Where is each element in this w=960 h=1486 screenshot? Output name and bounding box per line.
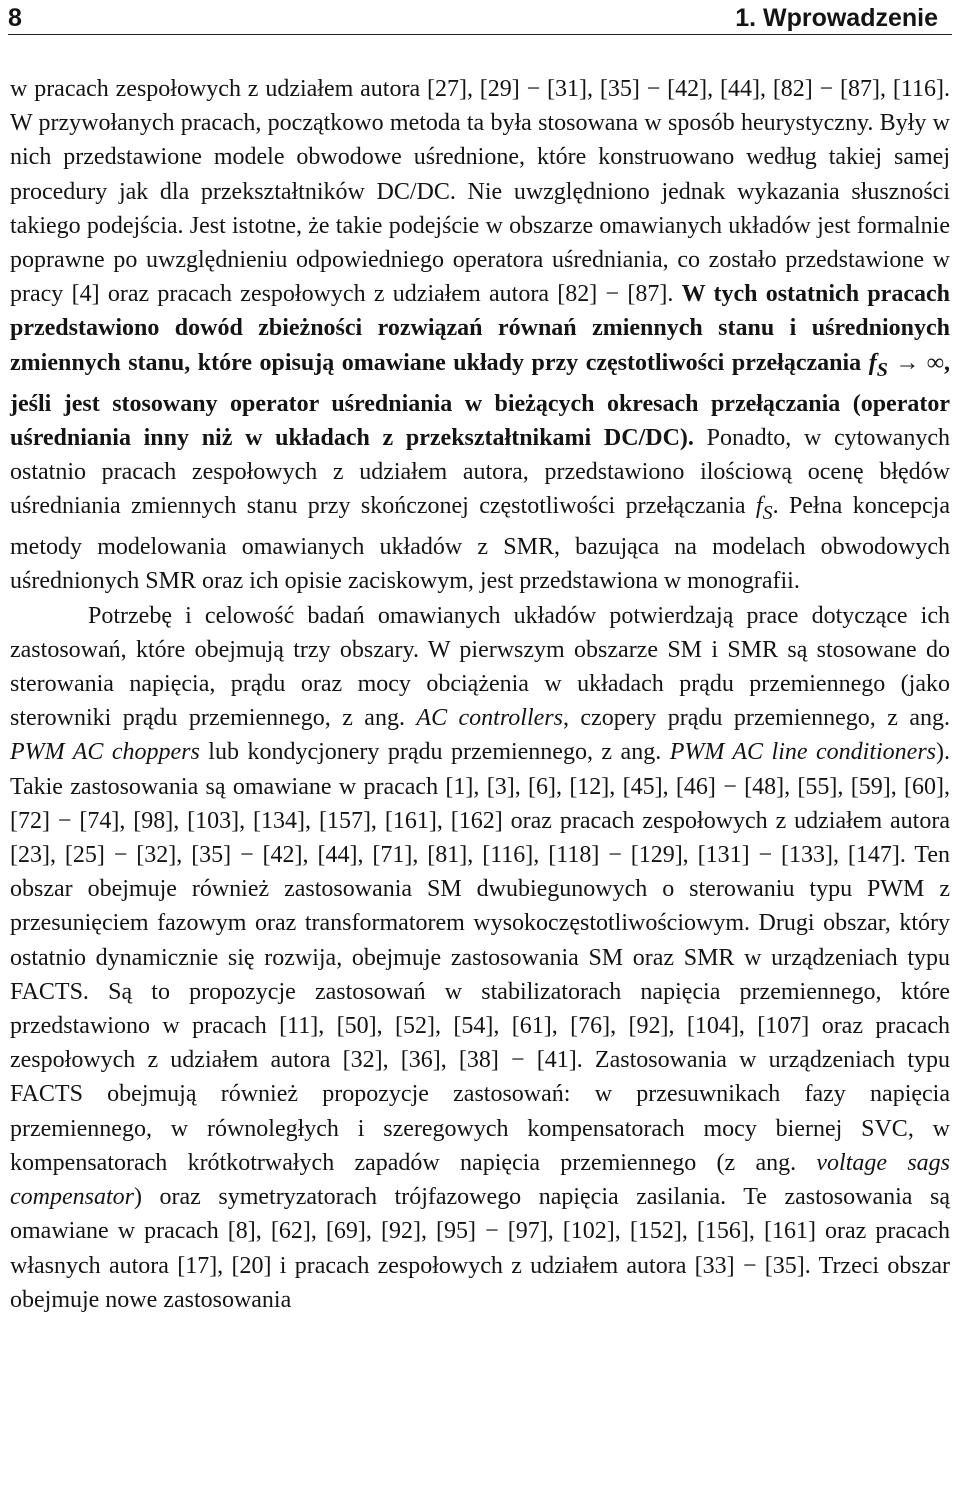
page-number: 8 <box>8 4 22 32</box>
fs-symbol-bold-letter: f <box>868 349 877 376</box>
paragraph-2-text-2: , czopery prądu przemiennego, z ang. <box>562 705 950 732</box>
term-voltage-sags-compensator: voltage sags compensator <box>10 1149 950 1211</box>
fs-symbol-letter: f <box>755 493 763 520</box>
body-text <box>10 72 950 1317</box>
paragraph-1-text-2: Ponadto, w cytowanych ostatnio pracach zespołowych z udziałem autora, przedstawiono ilościową ocenę błędów uśredniania zmiennych stanu przy skończonej częstotliwości przełączania <box>10 424 950 520</box>
fs-symbol-bold <box>868 349 888 381</box>
term-pwm-ac-choppers: PWM AC choppers <box>10 739 200 766</box>
paragraph-1-bold-2: → ∞, jeśli jest stosowany operator uśredniania w bieżących okresach przełączania (operator uśredniania inny niż w układach z przekształtnikami DC/DC). <box>10 349 950 451</box>
paragraph-2-text-4: ). Takie zastosowania są omawiane w pracach [1], [3], [6], [12], [45], [46] − [48], [55], [59], [60], [72] − [74], [98], [103], [134], [157], [161], [162] oraz pracach zespołowych z udziałem autora [23], [25] − [32], [35] − [42], [44], [71], [81], [116], [118] − [129], [131] − [133], [147]. Ten obszar obejmuje również zastosowania SM dwubiegunowych o sterowaniu typu PWM z przesunięciem fazowym oraz transformatorem wysokoczęstotliwościowym. Drugi obszar, który ostatnio dynamicznie się rozwija, obejmuje zastosowania SM oraz SMR w urządzeniach typu FACTS. Są to propozycje zastosowań w stabilizatorach napięcia przemiennego, które przedstawiono w pracach [11], [50], [52], [54], [61], [76], [92], [104], [107] oraz pracach zespołowych z udziałem autora [32], [36], [38] − [41]. Zastosowania w urządzeniach typu FACTS obejmują również propozycje zastosowań: w przesuwnikach fazy napięcia przemiennego, w równoległych i szeregowych kompensatorach mocy biernej SVC, w kompensatorach krótkotrwałych zapadów napięcia przemiennego (z ang. <box>10 739 950 1176</box>
paragraph-2-text-3: lub kondycjonery prądu przemiennego, z ang. <box>199 739 670 766</box>
paragraph-2-text-5: ) oraz symetryzatorach trójfazowego napięcia zasilania. Te zastosowania są omawiane w pracach [8], [62], [69], [92], [95] − [97], [102], [152], [156], [161] oraz pracach własnych autora [17], [20] i pracach zespołowych z udziałem autora [33] − [35]. Trzeci obszar obejmuje nowe zastosowania <box>10 1184 950 1313</box>
paragraph-1-text-3: . Pełna koncepcja metody modelowania omawianych układów z SMR, bazująca na modelach obwodowych uśrednionych SMR oraz ich opisie zaciskowym, jest przedstawiona w monografii. <box>10 493 950 595</box>
page-header <box>8 0 952 35</box>
paragraph-1-text-1: w pracach zespołowych z udziałem autora [27], [29] − [31], [35] − [42], [44], [82] − [87], [116]. W przywołanych pracach, początkowo metoda ta była stosowana w sposób heurystyczny. Były w nich przedstawione modele obwodowe uśrednione, które konstruowano według takiej samej procedury jak dla przekształtników DC/DC. Nie uwzględniono jednak wykazania słuszności takiego podejścia. Jest istotne, że takie podejście w obszarze omawianych układów jest formalnie poprawne po uwzględnieniu odpowiedniego operatora uśredniania, co zostało przedstawione w pracy [4] oraz pracach zespołowych z udziałem autora [82] − [87]. <box>10 76 950 308</box>
paragraph-2 <box>10 599 950 1317</box>
section-title: 1. Wprowadzenie <box>735 4 938 32</box>
paragraph-1-bold-1: W tych ostatnich pracach przedstawiono dowód zbieżności rozwiązań równań zmiennych stanu i uśrednionych zmiennych stanu, które opisują omawiane układy przy częstotliwości przełączania <box>10 281 950 376</box>
fs-symbol <box>755 493 773 525</box>
term-pwm-ac-line-conditioners: PWM AC line conditioners <box>669 739 936 766</box>
paragraph-2-text-1: Potrzebę i celowość badań omawianych układów potwierdzają prace dotyczące ich zastosowań, które obejmują trzy obszary. W pierwszym obszarze SM i SMR są stosowane do sterowania napięcia, prądu oraz mocy obciążenia w układach prądu przemiennego (jako sterowniki prądu przemiennego, z ang. <box>10 602 950 732</box>
term-ac-controllers: AC controllers <box>416 705 563 732</box>
fs-symbol-bold-subscript: S <box>876 358 888 381</box>
fs-symbol-subscript: S <box>762 502 773 525</box>
paragraph-1 <box>10 72 950 599</box>
